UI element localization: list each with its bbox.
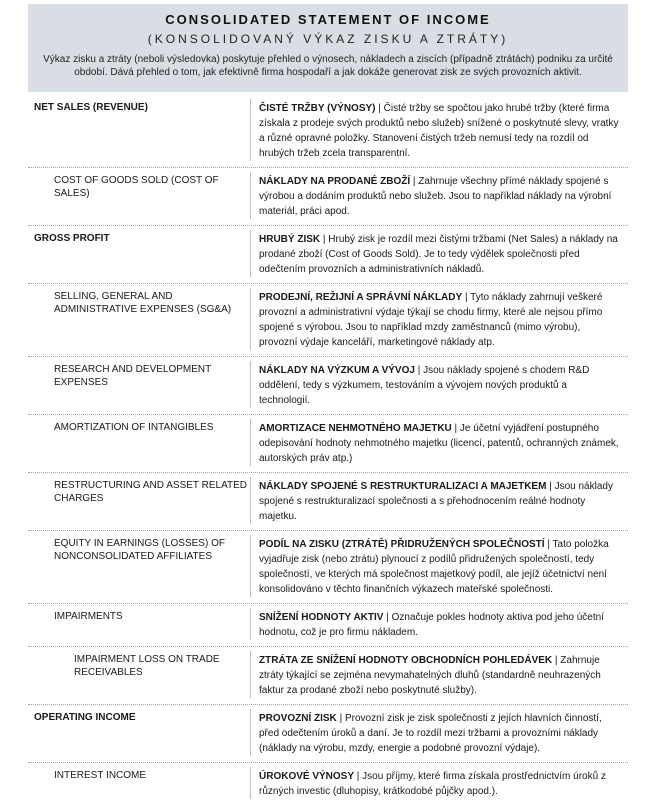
explanation-text: | Je účetní vyjádření postupného odepisování hodnoty nehmotného majetku (licencí, patentů, ochranných známek, autorských práv atp.) — [259, 423, 619, 464]
statement-row — [28, 357, 628, 415]
line-item-label: RESTRUCTURING AND ASSET RELATED CHARGES — [54, 480, 247, 504]
line-item-label: OPERATING INCOME — [34, 712, 136, 723]
czech-term: NÁKLADY NA PRODANÉ ZBOŽÍ — [259, 176, 411, 187]
document-title: CONSOLIDATED STATEMENT OF INCOME — [165, 12, 491, 27]
line-item-explanation — [250, 535, 628, 597]
statement-row — [28, 168, 628, 226]
czech-term: PROVOZNÍ ZISK — [259, 713, 337, 724]
statement-row — [28, 705, 628, 763]
statement-row — [28, 531, 628, 604]
line-item-label: IMPAIRMENT LOSS ON TRADE RECEIVABLES — [74, 654, 220, 678]
line-item-explanation — [250, 172, 628, 219]
line-item-explanation — [250, 99, 628, 161]
explanation-text: | Tyto náklady zahrnují veškeré provozní a administrativní výdaje týkají se chodu firmy, které ale nejsou přímo spojené s výrobou. Jsou to například mzdy zaměstnanců (mimo výrobu), provozní výdaje kanceláří, marketingové náklady atp. — [259, 292, 603, 348]
statement-table — [28, 95, 628, 805]
explanation-text: | Tato položka vyjadřuje zisk (nebo ztrátu) plynoucí z podílů přidružených společností, tedy společností, ve kterých má společnost majetkový podíl, ale jejíž účetnictví není konsolidováno v těchto finančních výkazech mateřské společnosti. — [259, 539, 609, 595]
line-item-label: EQUITY IN EARNINGS (LOSSES) OF NONCONSOLIDATED AFFILIATES — [54, 538, 225, 562]
czech-term: PRODEJNÍ, REŽIJNÍ A SPRÁVNÍ NÁKLADY — [259, 292, 463, 303]
line-item-label: SELLING, GENERAL AND ADMINISTRATIVE EXPENSES (SG&A) — [54, 291, 232, 315]
explanation-text: | Jsou náklady spojené s chodem R&D oddělení, tedy s výzkumem, testováním a vývojem nových produktů a technologií. — [259, 365, 590, 406]
line-item-label: RESEARCH AND DEVELOPMENT EXPENSES — [54, 364, 212, 388]
line-item-label: NET SALES (REVENUE) — [34, 102, 148, 113]
document-subtitle: (KONSOLIDOVANÝ VÝKAZ ZISKU A ZTRÁTY) — [147, 32, 509, 46]
line-item-label: INTEREST INCOME — [54, 770, 147, 781]
explanation-text: | Jsou náklady spojené s restrukturalizací společnosti a s přehodnocením reálné hodnoty majetku. — [259, 481, 613, 522]
explanation-text: | Zahrnuje ztráty týkající se zejména nevymahatelných dluhů (standardně neuhrazených faktur za prodané zboží nebo poskytnuté služby). — [259, 655, 601, 696]
line-item-explanation — [250, 477, 628, 524]
statement-row — [28, 604, 628, 647]
czech-term: NÁKLADY SPOJENÉ S RESTRUKTURALIZACI A MAJETKEM — [259, 481, 547, 492]
document-header — [28, 4, 628, 92]
line-item-explanation — [250, 709, 628, 756]
explanation-text: | Čisté tržby se spočtou jako hrubé tržby (které firma získala z prodeje svých produktů nebo služeb) snížené o poskytnuté slevy, vratky a různé opravné položky. Stanovení čistých tržeb nemusí tedy na rozdíl od hrubých tržeb zcela transparentní. — [259, 103, 619, 159]
line-item-explanation — [250, 651, 628, 698]
czech-term: PODÍL NA ZISKU (ZTRÁTĚ) PŘIDRUŽENÝCH SPOLEČNOSTÍ — [259, 539, 545, 550]
statement-row — [28, 763, 628, 805]
czech-term: ČISTÉ TRŽBY (VÝNOSY) — [259, 103, 376, 114]
statement-row — [28, 226, 628, 284]
explanation-text: | Hrubý zisk je rozdíl mezi čistými tržbami (Net Sales) a náklady na prodané zboží (Cost of Goods Sold). Je to tedy výdělek společnosti před odečtením provozních a administrativních nákladů. — [259, 234, 618, 275]
czech-term: ZTRÁTA ZE SNÍŽENÍ HODNOTY OBCHODNÍCH POHLEDÁVEK — [259, 655, 553, 666]
document-description: Výkaz zisku a ztráty (neboli výsledovka) poskytuje přehled o výnosech, nákladech a ziscích (případně ztrátách) podniku za určité období. Dává přehled o tom, jak efektivně firma hospodaří a jak dokáže generovat zisk ze svých provozních aktivit. — [43, 54, 613, 78]
explanation-text: | Provozní zisk je zisk společnosti z jejích hlavních činností, před odečtením úroků a daní. Je to rozdíl mezi tržbami a provozními náklady (náklady na výrobu, mzdy, energie a podobné provozní výdaje). — [259, 713, 602, 754]
line-item-explanation — [250, 419, 628, 466]
czech-term: NÁKLADY NA VÝZKUM A VÝVOJ — [259, 365, 415, 376]
explanation-text: | Jsou příjmy, které firma získala prostřednictvím úroků z různých investic (dluhopisy, krátkodobé půjčky apod.). — [259, 771, 606, 797]
czech-term: AMORTIZACE NEHMOTNÉHO MAJETKU — [259, 423, 452, 434]
explanation-text: | Označuje pokles hodnoty aktiva pod jeho účetní hodnotu, což je pro firmu nákladem. — [259, 612, 604, 638]
czech-term: SNÍŽENÍ HODNOTY AKTIV — [259, 612, 384, 623]
line-item-label: AMORTIZATION OF INTANGIBLES — [54, 422, 214, 433]
line-item-label: COST OF GOODS SOLD (COST OF SALES) — [54, 175, 219, 199]
explanation-text: | Zahrnuje všechny přímé náklady spojené s výrobou a dodáním produktů nebo služeb. Jsou to například náklady na výrobní materiál, práci apod. — [259, 176, 612, 217]
czech-term: ÚROKOVÉ VÝNOSY — [259, 771, 355, 782]
czech-term: HRUBÝ ZISK — [259, 234, 321, 245]
line-item-explanation — [250, 608, 628, 640]
statement-row — [28, 95, 628, 168]
statement-row — [28, 415, 628, 473]
line-item-explanation — [250, 361, 628, 408]
statement-row — [28, 284, 628, 357]
line-item-explanation — [250, 288, 628, 350]
line-item-explanation — [250, 767, 628, 799]
statement-row — [28, 473, 628, 531]
statement-row — [28, 647, 628, 705]
line-item-label: IMPAIRMENTS — [54, 611, 123, 622]
line-item-explanation — [250, 230, 628, 277]
line-item-label: GROSS PROFIT — [34, 233, 110, 244]
